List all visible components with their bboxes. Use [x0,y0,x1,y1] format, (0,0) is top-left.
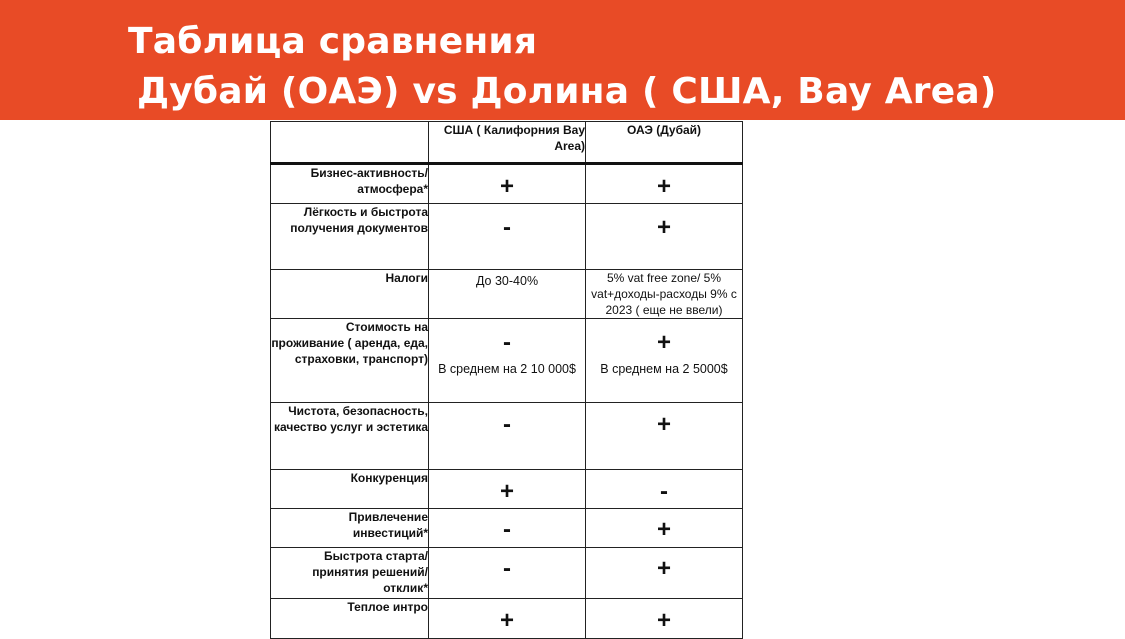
usa-mark: - [503,214,511,241]
uae-mark: + [656,411,671,438]
table-row [271,270,743,319]
page-title: Таблица сравнения [128,21,538,62]
usa-mark: + [499,478,514,505]
usa-taxes: До 30-40% [475,274,539,288]
usa-mark: - [503,329,511,356]
usa-mark: + [499,173,514,200]
table-row [271,164,743,204]
comparison-table [270,121,743,639]
row-label-documents: Лёгкость и быстрота получения документов [271,204,429,270]
row-label-speed: Быстрота старта/ принятия решений/ отклик* [271,548,429,599]
uae-mark: + [656,214,671,241]
uae-mark: + [656,607,671,634]
usa-mark: - [503,411,511,438]
usa-mark: + [499,607,514,634]
table-row [271,599,743,639]
usa-mark: - [503,555,511,582]
row-label-business: Бизнес-активность/ атмосфера* [271,164,429,204]
row-label-cleanliness: Чистота, безопасность, качество услуг и эстетика [271,403,429,470]
uae-living-note: В среднем на 2 5000$ [600,362,728,376]
uae-mark: + [656,555,671,582]
title-banner [0,0,1125,120]
uae-mark: + [656,516,671,543]
row-label-taxes: Налоги [271,270,429,319]
row-label-intro: Теплое интро [271,599,429,639]
table-row [271,204,743,270]
header-uae: ОАЭ (Дубай) [586,122,743,164]
uae-taxes: 5% vat free zone/ 5% vat+доходы-расходы 9% с 2023 ( еще не ввели) [586,270,743,319]
uae-mark: - [660,478,668,505]
table-row [271,548,743,599]
page-subtitle: Дубай (ОАЭ) vs Долина ( США, Bay Area) [137,71,997,112]
usa-mark: - [503,516,511,543]
uae-mark: + [656,173,671,200]
header-cell-empty [271,122,429,164]
row-label-competition: Конкуренция [271,470,429,509]
table-row [271,509,743,548]
row-label-investment: Привлечение инвестиций* [271,509,429,548]
header-usa: США ( Калифорния Bay Area) [429,122,586,164]
row-label-living-cost: Стоимость на проживание ( аренда, еда, страховки, транспорт) [271,319,429,403]
table-header-row [271,122,743,164]
usa-living-note: В среднем на 2 10 000$ [438,362,576,376]
table-row [271,319,743,403]
table-row [271,403,743,470]
uae-mark: + [656,329,671,356]
table-row [271,470,743,509]
